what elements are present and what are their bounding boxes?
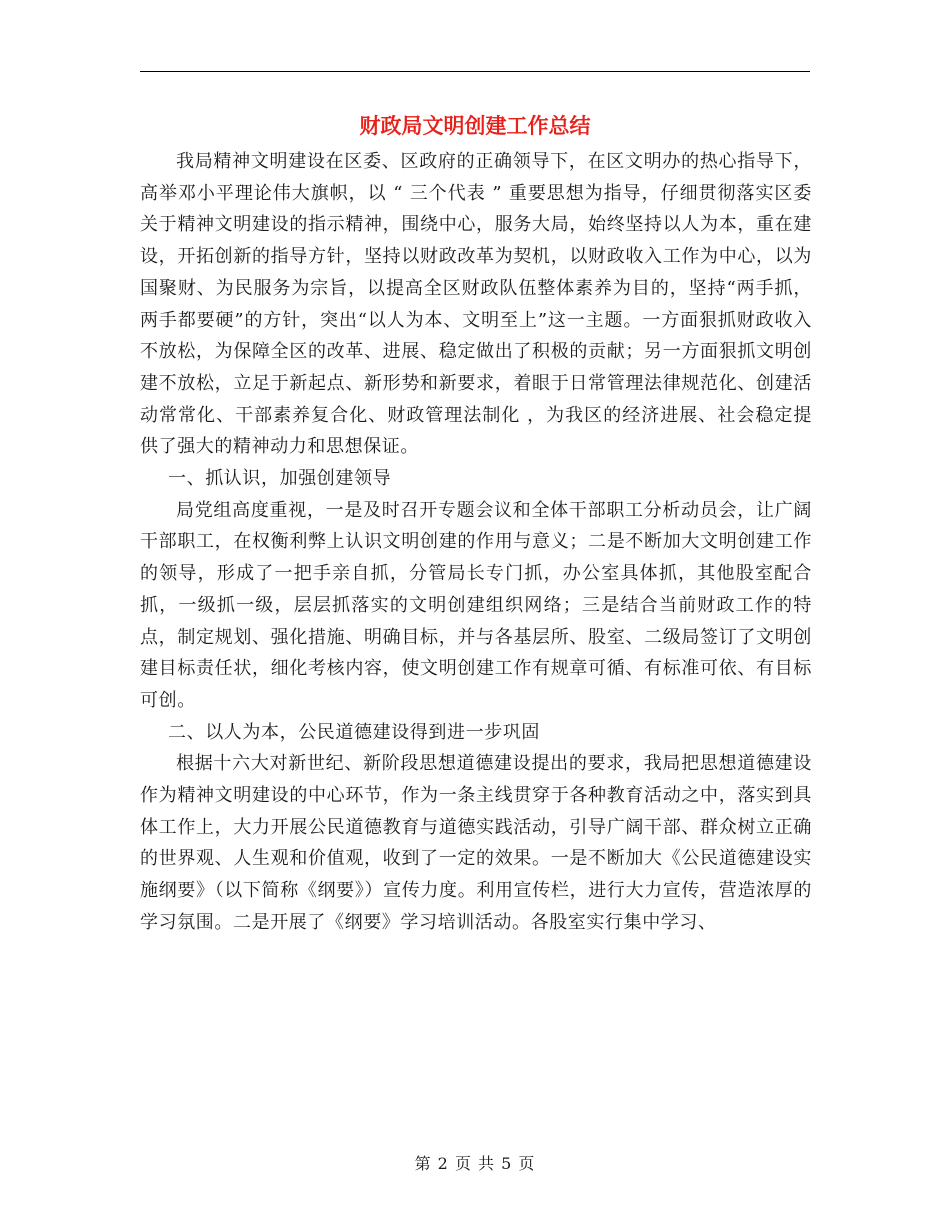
section-heading-1: 一、抓认识，加强创建领导 [168, 468, 392, 490]
document-title: 财政局文明创建工作总结 [359, 114, 591, 138]
section-heading-2: 二、以人为本，公民道德建设得到进一步巩固 [168, 721, 540, 743]
section-2-paragraph: 根据十六大对新世纪、新阶段思想道德建设提出的要求，我局把思想道德建设作为精神文明建设的中心环节，作为一条主线贯穿于各种教育活动之中，落实到具体工作上，大力开展公民道德教育与道德实践活动，引导广阔干部、群众树立正确的世界观、人生观和价值观，收到了一定的效果。一是不断加大《公民道德建设实施纲要》（以下简称《纲要》）宣传力度。利用宣传栏，进行大力宣传，营造浓厚的学习氛围。二是开展了《纲要》学习培训活动。各股室实行集中学习、 [140, 753, 812, 933]
document-body [140, 146, 812, 939]
header-rule [140, 71, 810, 72]
intro-paragraph: 我局精神文明建设在区委、区政府的正确领导下，在区文明办的热心指导下，高举邓小平理论伟大旗帜，以 “ 三个代表 ” 重要思想为指导，仔细贯彻落实区委关于精神文明建设的指示精神，围绕中心，服务大局，始终坚持以人为本，重在建设，开拓创新的指导方针，坚持以财政改革为契机，以财政收入工作为中心，以为国聚财、为民服务为宗旨，以提高全区财政队伍整体素养为目的，坚持“两手抓，两手都要硬”的方针，突出“以人为本、文明至上”这一主题。一方面狠抓财政收入不放松，为保障全区的改革、进展、稳定做出了积极的贡献；另一方面狠抓文明创建不放松，立足于新起点、新形势和新要求，着眼于日常管理法律规范化、创建活动常常化、干部素养复合化、财政管理法制化 ，为我区的经济进展、社会稳定提供了强大的精神动力和思想保证。 [140, 151, 812, 458]
section-1-paragraph: 局党组高度重视，一是及时召开专题会议和全体干部职工分析动员会，让广阔干部职工，在权衡利弊上认识文明创建的作用与意义；二是不断加大文明创建工作的领导，形成了一把手亲自抓，分管局长专门抓，办公室具体抓，其他股室配合抓，一级抓一级，层层抓落实的文明创建组织网络；三是结合当前财政工作的特点，制定规划、强化措施、明确目标，并与各基层所、股室、二级局签订了文明创建目标责任状，细化考核内容，使文明创建工作有规章可循、有标准可依、有目标可创。 [140, 499, 812, 711]
page-number-footer: 第 2 页 共 5 页 [414, 1154, 536, 1173]
